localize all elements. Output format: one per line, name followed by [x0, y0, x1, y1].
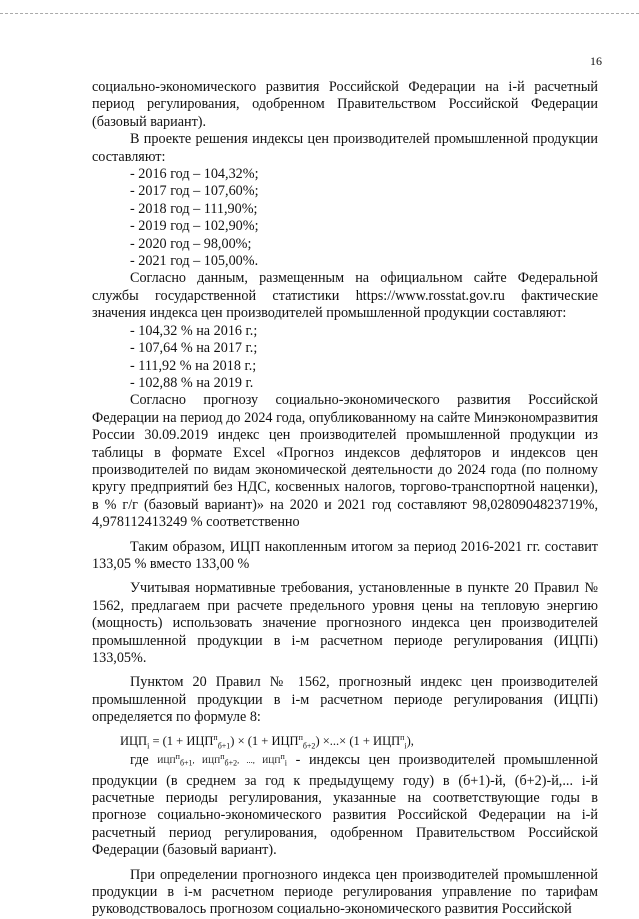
list-item: - 2017 год – 107,60%; — [130, 183, 259, 200]
paragraph: Согласно данным, размещенным на официальном сайте Федеральной службы государственной статистики https://www.rosstat.gov.ru фактические значения индекса цен производителей промышленной продукции составляют: — [92, 270, 598, 322]
where-prefix: где — [130, 751, 149, 768]
list-item: - 2020 год – 98,00%; — [130, 235, 252, 252]
paragraph: Пунктом 20 Правил № 1562, прогнозный индекс цен производителей промышленной продукции в i-м расчетном периоде регулирования (ИЦПi) определяется по формуле 8: — [92, 674, 598, 726]
list-item: - 104,32 % на 2016 г.; — [130, 322, 258, 339]
list-item: - 2019 год – 102,90%; — [130, 218, 259, 235]
list-item: - 2018 год – 111,90%; — [130, 200, 258, 217]
paragraph: Согласно прогнозу социально-экономического развития Российской Федерации на период до 2024 года, опубликованному на сайте Минэкономразвития России 30.09.2019 индекс цен производителей промышленной продукции из таблицы в формате Excel «Прогноз индексов дефляторов и индексов цен производителей по видам экономической деятельности до 2024 года (по полному кругу предприятий без НДС, косвенных налогов, торгово-транспортной наценки), в % г/г (базовый вариант)» на 2020 и 2021 год составляют 98,0280904823719%, 4,978112413249 % соответственно — [92, 392, 598, 531]
list-item: - 102,88 % на 2019 г. — [130, 374, 254, 391]
paragraph — [92, 749, 598, 860]
list-item: - 2016 год – 104,32%; — [130, 166, 259, 183]
paragraph: Таким образом, ИЦП накопленным итогом за период 2016-2021 гг. составит 133,05 % вместо 133,00 % — [92, 538, 598, 572]
paragraph: социально-экономического развития Российской Федерации на i-й расчетный период регулирования, одобренном Правительством Российской Федерации (базовый вариант). — [92, 79, 598, 130]
paragraph: В проекте решения индексы цен производителей промышленной продукции составляют: — [92, 131, 598, 165]
page-number: 16 — [590, 54, 602, 68]
page-top-border — [0, 13, 639, 14]
formula-symbols: $ИЦП^п_{б+1}$, $ИЦП^п_{б+2}$, ..., $ИЦП^п_i$ — [157, 752, 288, 769]
list-item: - 107,64 % на 2017 г.; — [130, 340, 258, 357]
list-item: - 2021 год – 105,00%. — [130, 253, 259, 270]
paragraph: Учитывая нормативные требования, установленные в пункте 20 Правил № 1562, предлагаем при расчете предельного уровня цены на тепловую энергию (мощность) использовать значение прогнозного индекса цен производителей промышленной продукции в i-м расчетном периоде регулирования (ИЦПi) 133,05%. — [92, 580, 598, 666]
where-text: - индексы цен производителей промышленной продукции (в среднем за год к предыдущему году) в (б+1)-й, (б+2)-й,... i-й расчетные периоды регулирования, указанные на соответствующие годы в прогнозе социально-экономического развития Российской Федерации на i-й расчетный период регулирования, одобренном Правительством Российской Федерации (базовый вариант). — [92, 751, 599, 859]
list-item: - 111,92 % на 2018 г.; — [130, 357, 257, 374]
paragraph: При определении прогнозного индекса цен производителей промышленной продукции в i-м расчетном периоде регулирования управление по тарифам руководствовалось прогнозом социально-экономического развития Российской — [92, 866, 598, 918]
document-body — [92, 79, 598, 919]
formula-8: $ИЦП_i = (1 + ИЦП^п_{б+1}) \times (1 + ИЦП^п_{б+2})$ ×...× $(1 + ИЦП^п_i)$, — [120, 732, 414, 751]
